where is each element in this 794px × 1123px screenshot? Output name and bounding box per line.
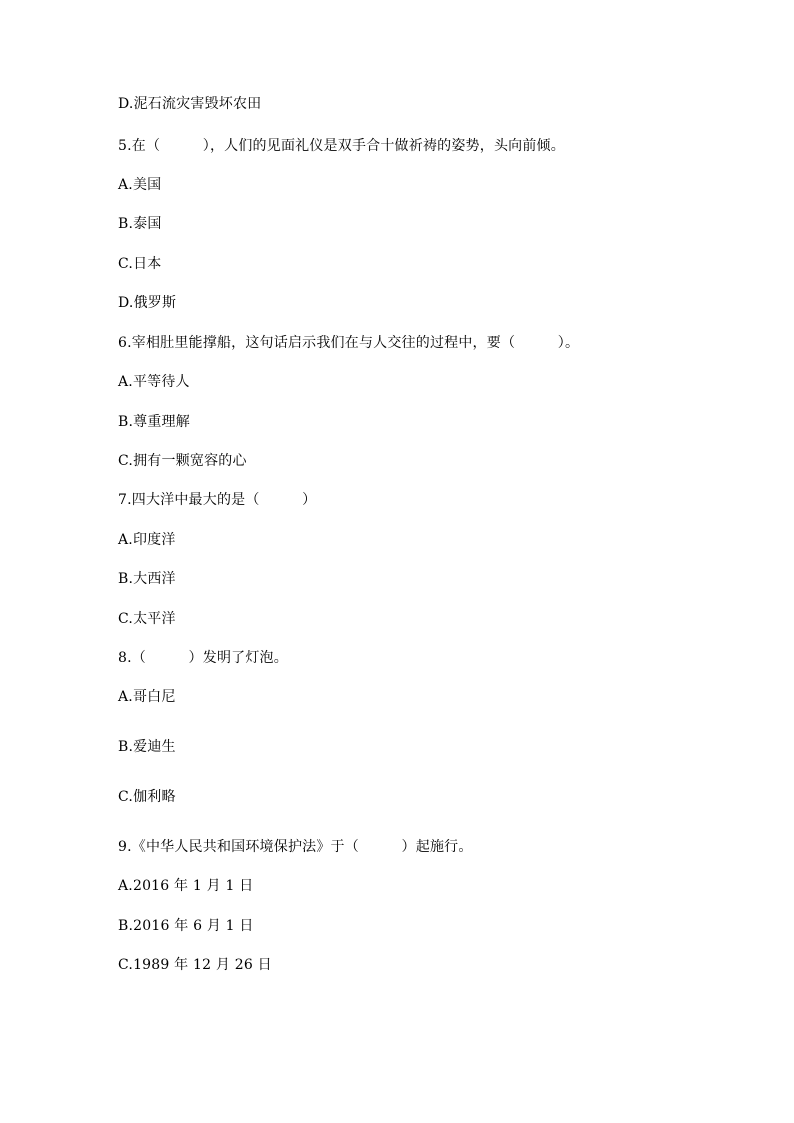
question-9: 9.《中华人民共和国环境保护法》于（ ）起施行。 — [118, 839, 473, 855]
q7-option-c: C.太平洋 — [118, 611, 176, 627]
q7-option-b: B.大西洋 — [118, 571, 176, 587]
q9-option-b: B.2016 年 6 月 1 日 — [118, 918, 254, 934]
question-6: 6.宰相肚里能撑船，这句话启示我们在与人交往的过程中，要（ ）。 — [118, 335, 580, 351]
q5-option-b: B.泰国 — [118, 216, 162, 232]
question-5: 5.在（ ），人们的见面礼仪是双手合十做祈祷的姿势，头向前倾。 — [118, 138, 565, 154]
q4-option-d: D.泥石流灾害毁坏农田 — [118, 96, 262, 112]
q5-option-a: A.美国 — [118, 177, 162, 193]
q6-option-a: A.平等待人 — [118, 374, 190, 390]
q6-option-b: B.尊重理解 — [118, 414, 190, 430]
q8-option-c: C.伽利略 — [118, 789, 176, 805]
q7-option-a: A.印度洋 — [118, 532, 176, 548]
q5-option-d: D.俄罗斯 — [118, 295, 177, 311]
q5-option-c: C.日本 — [118, 256, 162, 272]
q9-option-c: C.1989 年 12 月 26 日 — [118, 957, 272, 973]
q6-option-c: C.拥有一颗宽容的心 — [118, 453, 247, 469]
q8-option-a: A.哥白尼 — [118, 689, 176, 705]
q9-option-a: A.2016 年 1 月 1 日 — [118, 878, 254, 894]
q8-option-b: B.爱迪生 — [118, 739, 176, 755]
question-8: 8.（ ）发明了灯泡。 — [118, 650, 288, 666]
question-7: 7.四大洋中最大的是（ ） — [118, 492, 317, 508]
